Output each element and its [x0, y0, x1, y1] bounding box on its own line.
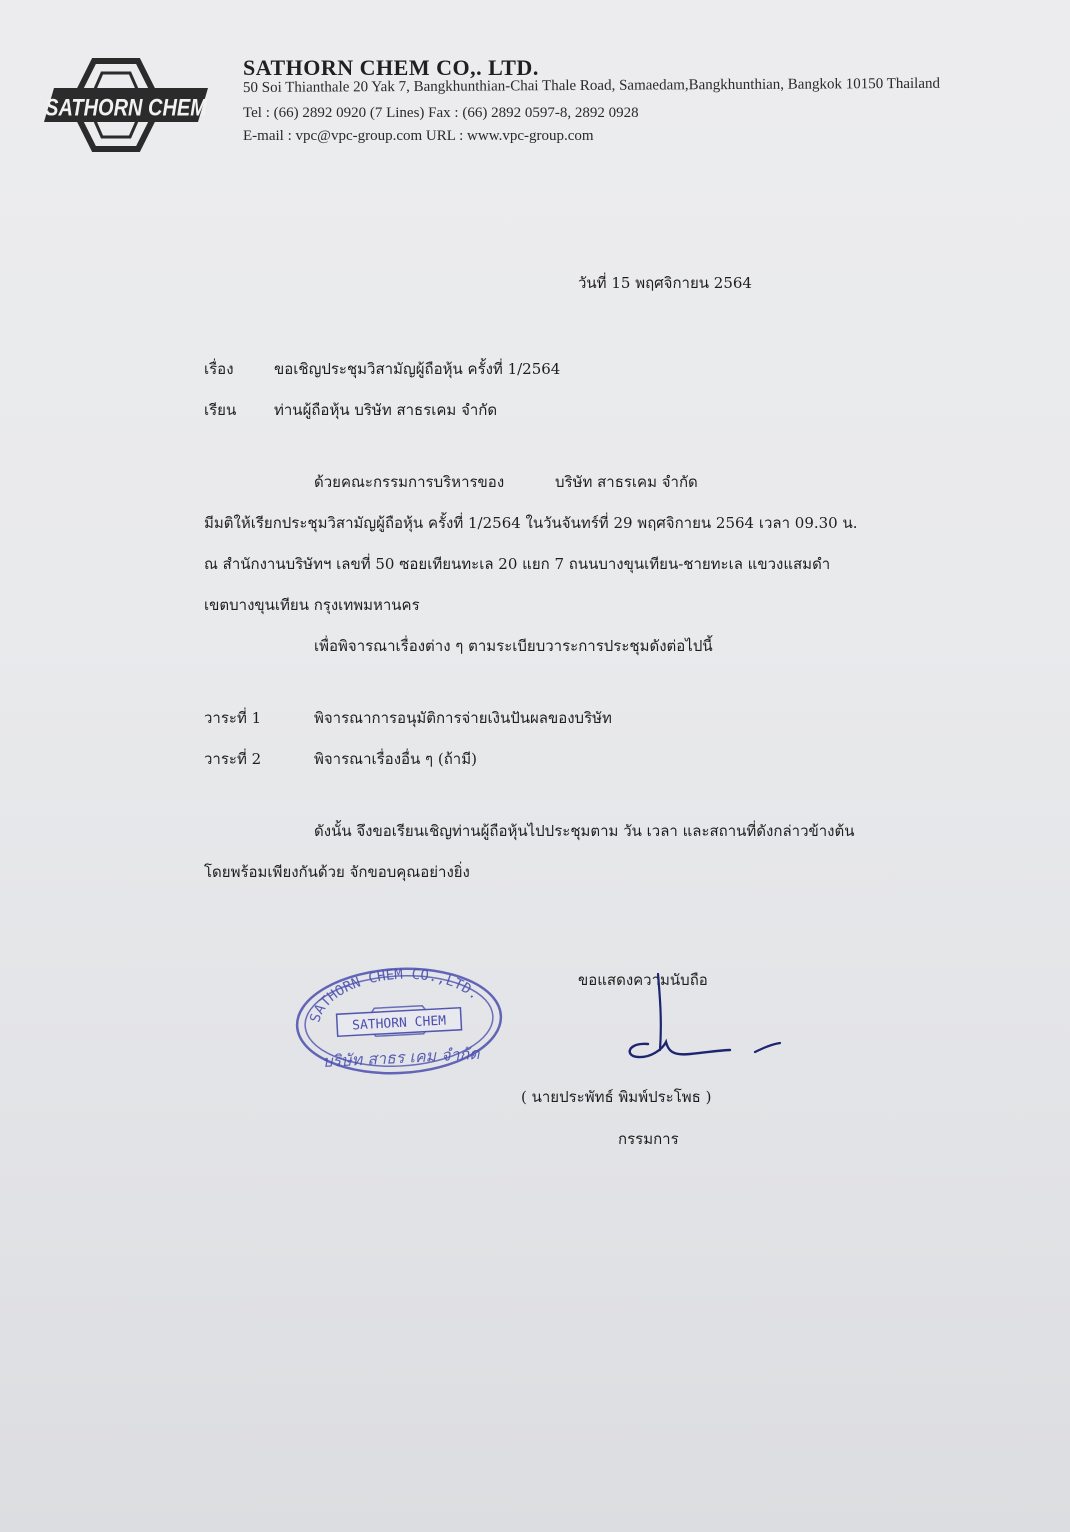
body-line-2: ณ สำนักงานบริษัทฯ เลขที่ 50 ซอยเทียนทะเล 20 แยก 7 ถนนบางขุนเทียน-ชายทะเล แขวงแสมดำ: [204, 555, 831, 573]
stamp-outer-text: SATHORN CHEM CO.,LTD.: [307, 966, 483, 1025]
stamp-thai-text: บริษัท สาธร เคม จำกัด: [321, 1043, 480, 1072]
body-company-name: บริษัท สาธรเคม จำกัด: [555, 473, 698, 491]
closing-line-1: ดังนั้น จึงขอเรียนเชิญท่านผู้ถือหุ้นไปประชุมตาม วัน เวลา และสถานที่ดังกล่าวข้างต้น: [314, 822, 855, 840]
closing-salutation: ขอแสดงความนับถือ: [578, 971, 708, 989]
subject-text: ขอเชิญประชุมวิสามัญผู้ถือหุ้น ครั้งที่ 1/2564: [274, 360, 561, 378]
recipient-label: เรียน: [204, 401, 237, 419]
body-line-1: มีมติให้เรียกประชุมวิสามัญผู้ถือหุ้น ครั้งที่ 1/2564 ในวันจันทร์ที่ 29 พฤศจิกายน 2564 เวลา 09.30 น.: [204, 514, 858, 532]
company-name: SATHORN CHEM CO,. LTD.: [243, 55, 539, 80]
signer-position: กรรมการ: [618, 1130, 679, 1148]
company-email-url: E-mail : vpc@vpc-group.com URL : www.vpc-group.com: [243, 128, 594, 144]
signer-name: ( นายประพัทธ์ พิมพ์ประโพธ ): [521, 1088, 712, 1106]
body-purpose: เพื่อพิจารณาเรื่องต่าง ๆ ตามระเบียบวาระการประชุมดังต่อไปนี้: [314, 637, 713, 655]
agenda-text-2: พิจารณาเรื่องอื่น ๆ (ถ้ามี): [314, 750, 477, 768]
agenda-number-1: วาระที่ 1: [204, 709, 262, 727]
signature: [610, 972, 790, 1067]
letter-date: วันที่ 15 พฤศจิกายน 2564: [578, 274, 752, 292]
stamp-inner-text: SATHORN CHEM: [351, 1013, 447, 1034]
body-intro: ด้วยคณะกรรมการบริหารของ: [314, 473, 505, 491]
agenda-number-2: วาระที่ 2: [204, 750, 262, 768]
subject-label: เรื่อง: [204, 360, 234, 378]
recipient-text: ท่านผู้ถือหุ้น บริษัท สาธรเคม จำกัด: [274, 401, 498, 419]
body-line-3: เขตบางขุนเทียน กรุงเทพมหานคร: [204, 596, 420, 614]
logo-text: SATHORN CHEM: [45, 93, 207, 122]
company-stamp: [293, 965, 505, 1077]
company-address: 50 Soi Thianthale 20 Yak 7, Bangkhunthian-Chai Thale Road, Samaedam,Bangkhunthian, Bangkok 10150 Thailand: [242, 75, 941, 96]
closing-line-2: โดยพร้อมเพียงกันด้วย จักขอบคุณอย่างยิ่ง: [204, 863, 470, 881]
company-phone-fax: Tel : (66) 2892 0920 (7 Lines) Fax : (66) 2892 0597-8, 2892 0928: [243, 105, 639, 121]
company-logo: [40, 56, 212, 154]
agenda-text-1: พิจารณาการอนุมัติการจ่ายเงินปันผลของบริษัท: [314, 709, 612, 727]
